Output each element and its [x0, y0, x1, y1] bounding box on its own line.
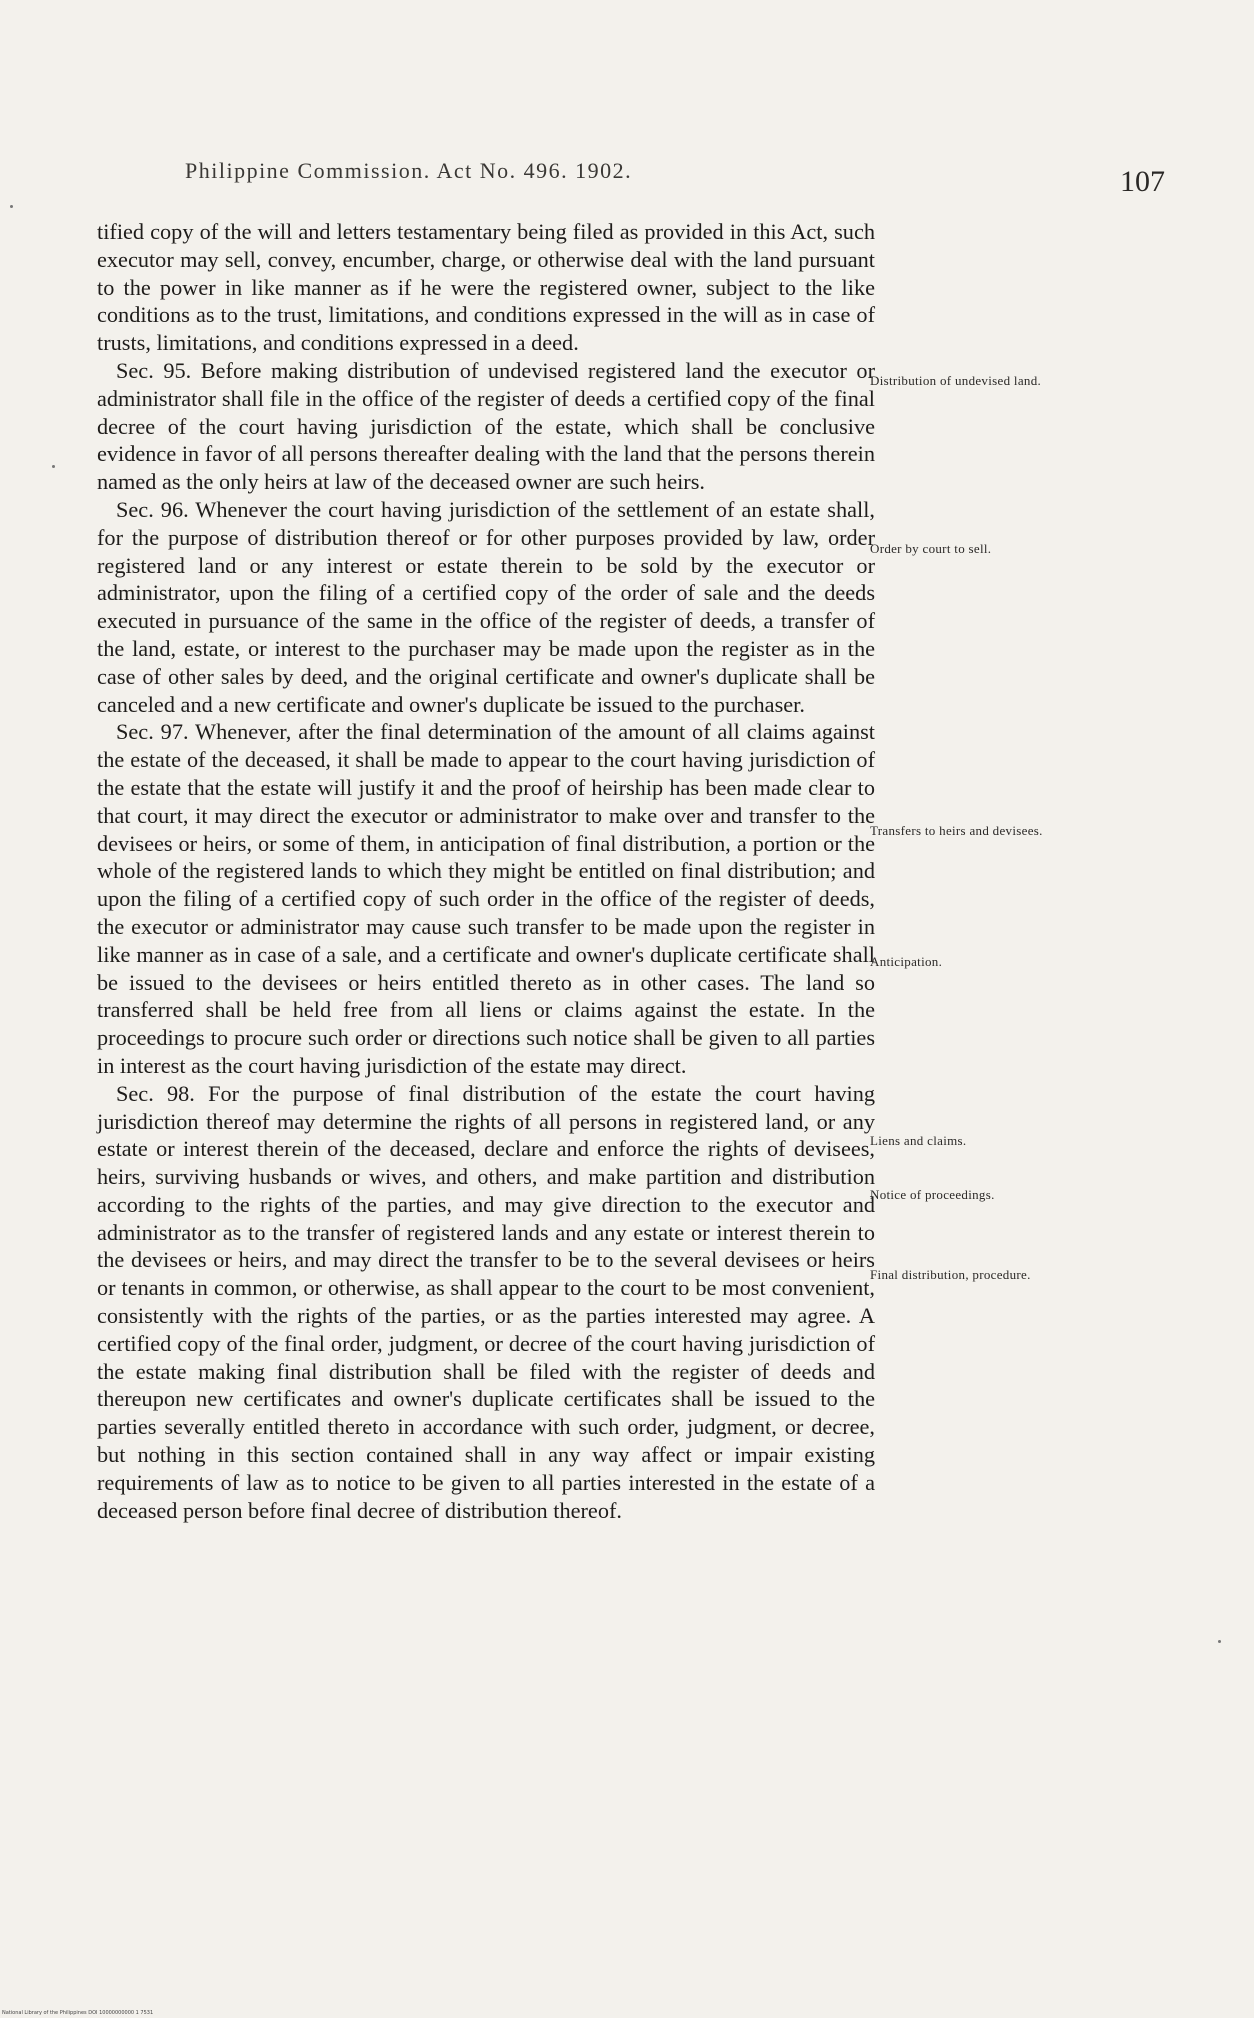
margin-note-anticipation: Anticipation.: [870, 954, 943, 969]
paper-speck: [1218, 1640, 1221, 1643]
margin-note-transfers: Transfers to heirs and devisees.: [870, 823, 1043, 838]
paragraph-continuation: tified copy of the will and letters testamentary being filed as provided in this Act, such executor may sell, convey, encumber, charge, or otherwise deal with the land pursuant to the power in like manner as if he were the registered owner, subject to the like conditions as to the trust, limitations, and conditions expressed in the will as in case of trusts, limitations, and conditions expressed in a deed.: [97, 219, 875, 356]
section-96: Sec. 96. Whenever the court having jurisdiction of the settlement of an estate shall, for the purpose of distribution thereof or for other purposes provided by law, order registered land or any interest or estate therein to be sold by the executor or administrator, upon the filing of a certified copy of the order of sale and the deeds executed in pursuance of the same in the office of the register of deeds, a transfer of the land, estate, or interest to the purchaser may be made upon the register as in the case of other sales by deed, and the original certificate and owner's duplicate shall be canceled and a new certificate and owner's duplicate be issued to the purchaser.: [97, 496, 875, 717]
section-95: Sec. 95. Before making distribution of undevised registered land the executor or administrator shall file in the office of the register of deeds a certified copy of the final decree of the court having jurisdiction of the estate, which shall be conclusive evidence in favor of all persons thereafter dealing with the land that the persons therein named as the only heirs at law of the deceased owner are such heirs.: [97, 357, 875, 495]
paper-speck: [10, 205, 13, 208]
margin-note-final-distribution: Final distribution, procedure.: [870, 1267, 1031, 1282]
margin-note-liens: Liens and claims.: [870, 1133, 967, 1148]
page-number: 107: [1120, 165, 1165, 198]
margin-note-order-to-sell: Order by court to sell.: [870, 541, 992, 556]
library-stamp: National Library of the Philippines DOI 10000000000 1 7531: [2, 2010, 154, 2016]
margin-note-notice: Notice of proceedings.: [870, 1187, 995, 1202]
section-97: Sec. 97. Whenever, after the final determination of the amount of all claims against the estate of the deceased, it shall be made to appear to the court having jurisdiction of the estate that the estate will justify it and the proof of heirship has been made clear to that court, it may direct the executor or administrator to make over and transfer to the devisees or heirs, or some of them, in anticipation of final distribution, a portion or the whole of the registered lands to which they might be entitled on final distribution; and upon the filing of a certified copy of such order in the office of the register of deeds, the executor or administrator may cause such transfer to be made upon the register in like manner as in case of a sale, and a certificate and owner's duplicate certificate shall be issued to the devisees or heirs entitled thereto as in other cases. The land so transferred shall be held free from all liens or claims against the estate. In the proceedings to procure such order or directions such notice shall be given to all parties in interest as the court having jurisdiction of the estate may direct.: [97, 719, 875, 1078]
paper-speck: [52, 465, 55, 468]
margin-note-distribution: Distribution of undevised land.: [870, 373, 1042, 388]
body-text: [97, 218, 875, 1524]
section-98: Sec. 98. For the purpose of final distribution of the estate the court having jurisdiction thereof may determine the rights of all persons in registered land, or any estate or interest therein of the deceased, declare and enforce the rights of devisees, heirs, surviving husbands or wives, and others, and make partition and distribution according to the rights of the parties, and may give direction to the executor and administrator as to the transfer of registered lands and any estate or interest therein to the devisees or heirs, and may direct the transfer to be to the several devisees or heirs or tenants in common, or otherwise, as shall appear to the court to be most convenient, consistently with the rights of the parties, or as the parties interested may agree. A certified copy of the final order, judgment, or decree of the court having jurisdiction of the estate making final distribution shall be filed with the register of deeds and thereupon new certificates and owner's duplicate certificates shall be issued to the parties severally entitled thereto in accordance with such order, judgment, or decree, but nothing in this section contained shall in any way affect or impair existing requirements of law as to notice to be given to all parties interested in the estate of a deceased person before final decree of distribution thereof.: [97, 1080, 875, 1523]
running-head: Philippine Commission. Act No. 496. 1902.: [185, 158, 633, 183]
